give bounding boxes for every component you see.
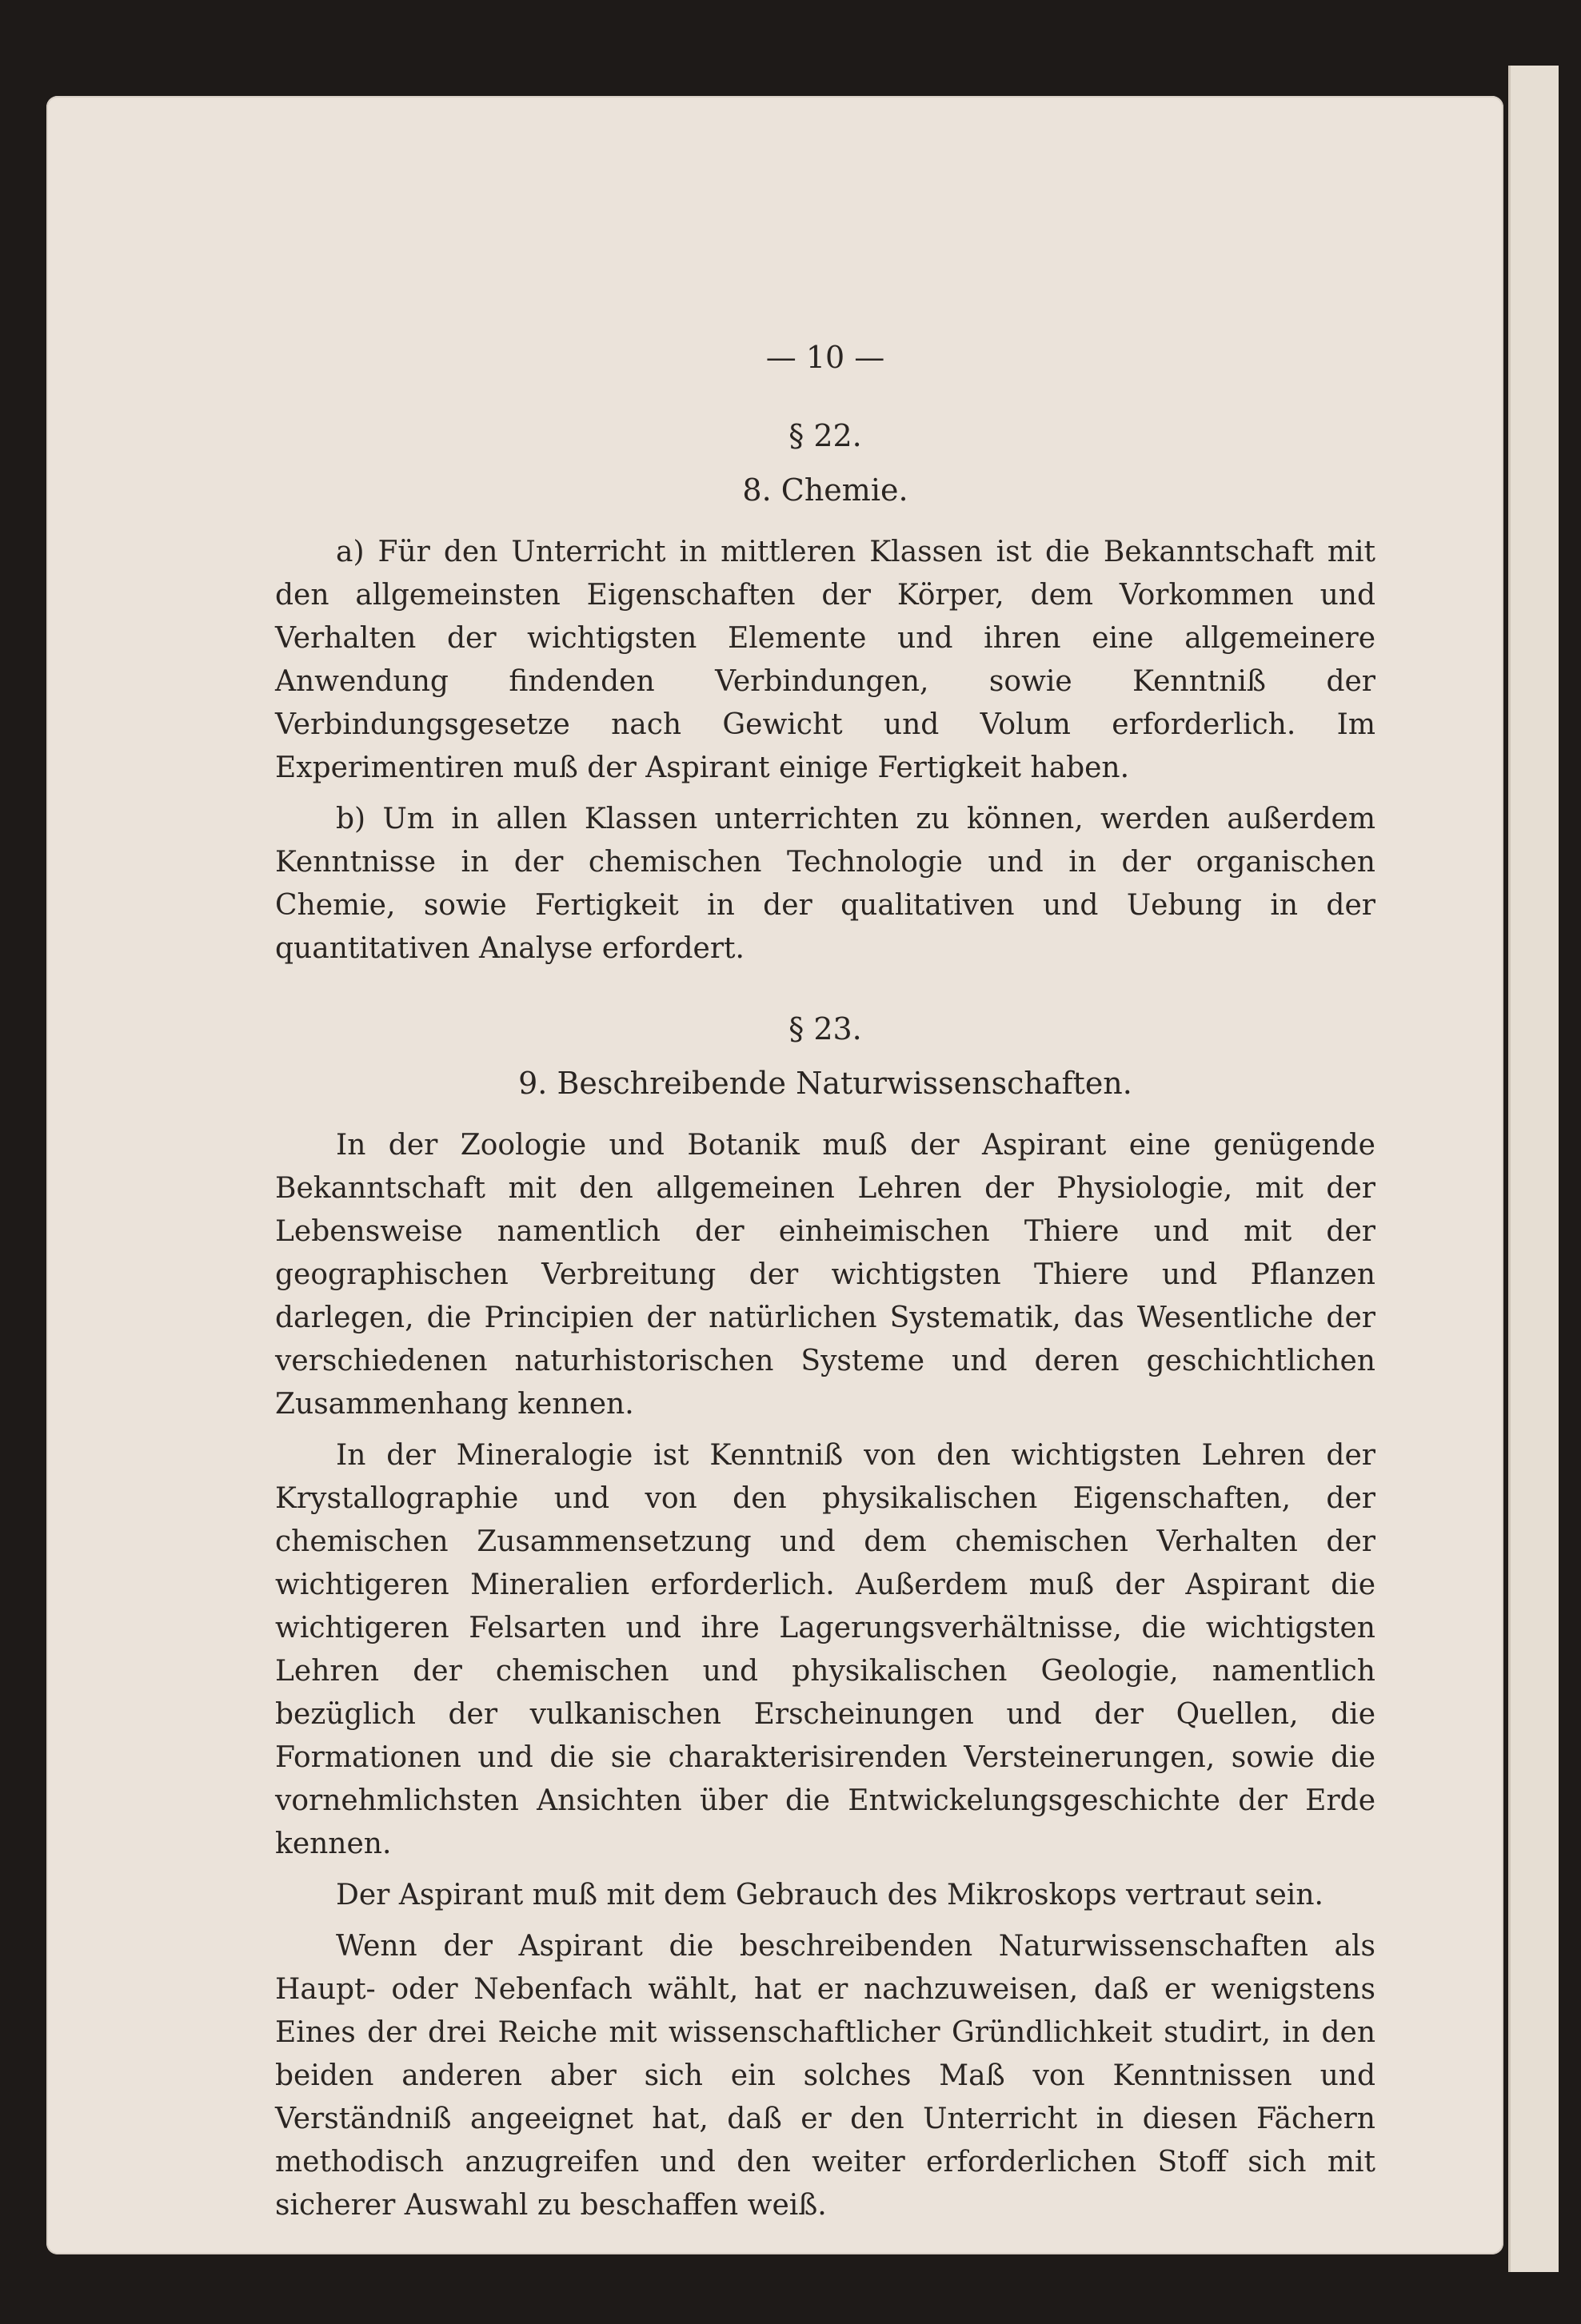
section-mark: § 23. <box>789 1011 862 1046</box>
page-number: — 10 — <box>765 340 885 375</box>
paragraph: Wenn der Aspirant die beschreibenden Naturwissenschaften als Haupt- oder Nebenfach wählt, hat er nachzuweisen, daß er wenigstens Eines der drei Reiche mit wissenschaftlicher Gründlichkeit studirt, in den beiden anderen aber sich ein solches Maß von Kenntnissen und Verständniß angeeignet hat, daß er den Unterricht in diesen Fächern methodisch anzugreifen und den weiter erforderlichen Stoff sich mit sicherer Auswahl zu beschaffen weiß. <box>275 1930 1375 2222</box>
adjacent-page-edge <box>1508 66 1559 2272</box>
page-content <box>275 312 1375 2235</box>
paragraph: Der Aspirant muß mit dem Gebrauch des Mikroskops vertraut sein. <box>336 1879 1323 1911</box>
section-title: 8. Chemie. <box>742 472 908 508</box>
book-page <box>46 96 1503 2254</box>
section-23 <box>275 1007 1375 2227</box>
section-22 <box>275 414 1375 971</box>
paragraph: a) Für den Unterricht in mittleren Klassen ist die Bekanntschaft mit den allgemeinsten Eigenschaften der Körper, dem Vorkommen und Verhalten der wichtigsten Elemente und ihren eine allgemeinere Anwendung findenden Verbindungen, sowie Kenntniß der Verbindungsgesetze nach Gewicht und Volum erforderlich. Im Experimentiren muß der Aspirant einige Fertigkeit haben. <box>275 536 1375 784</box>
section-mark: § 22. <box>789 418 862 453</box>
paragraph: In der Zoologie und Botanik muß der Aspirant eine genügende Bekanntschaft mit den allgemeinen Lehren der Physiologie, mit der Lebensweise namentlich der einheimischen Thiere und mit der geographischen Verbreitung der wichtigsten Thiere und Pflanzen darlegen, die Principien der natürlichen Systematik, das Wesentliche der verschiedenen naturhistorischen Systeme und deren geschichtlichen Zusammenhang kennen. <box>275 1129 1375 1421</box>
section-title: 9. Beschreibende Naturwissenschaften. <box>518 1066 1132 1101</box>
section-gap <box>275 979 1375 1007</box>
paragraph: In der Mineralogie ist Kenntniß von den wichtigsten Lehren der Krystallographie und von den physikalischen Eigenschaften, der chemischen Zusammensetzung und dem chemischen Verhalten der wichtigeren Mineralien erforderlich. Außerdem muß der Aspirant die wichtigeren Felsarten und ihre Lagerungsverhältnisse, die wichtigsten Lehren der chemischen und physikalischen Geologie, namentlich bezüglich der vulkanischen Erscheinungen und der Quellen, die Formationen und die sie charakterisirenden Versteinerungen, sowie die vornehmlichsten Ansichten über die Entwickelungsgeschichte der Erde kennen. <box>275 1439 1375 1860</box>
paragraph: b) Um in allen Klassen unterrichten zu können, werden außerdem Kenntnisse in der chemischen Technologie und in der organischen Chemie, sowie Fertigkeit in der qualitativen und Uebung in der quantitativen Analyse erfordert. <box>275 803 1375 965</box>
